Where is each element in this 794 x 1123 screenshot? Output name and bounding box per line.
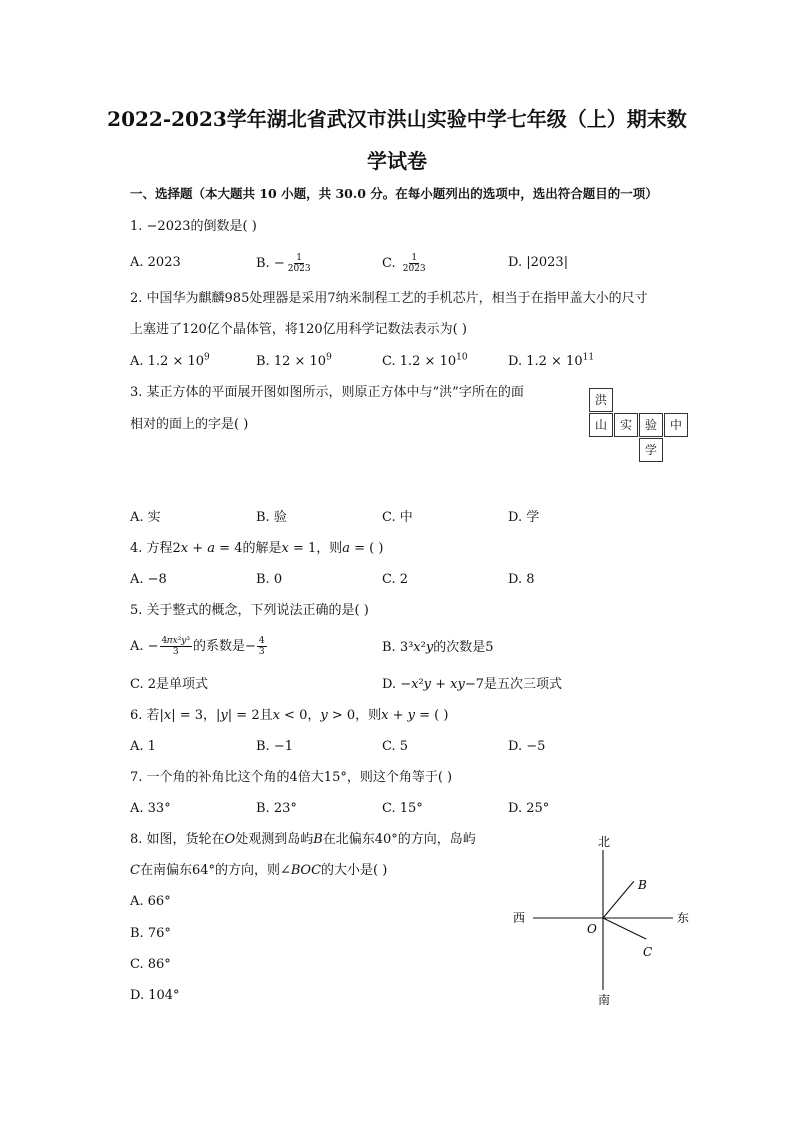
q8-option-b: B. 76° [130,926,171,941]
q8-stem-line1: 8. 如图，货轮在𝑂处观测到岛屿𝐵在北偏东40°的方向，岛屿 [130,832,476,847]
q7-option-d: D. 25° [508,801,550,816]
q5-option-d: D. −𝑥²𝑦 + 𝑥𝑦−7是五次三项式 [382,677,563,692]
q2-option-b: B. $12 \times 10^9$ [256,352,332,369]
q8-option-c: C. 86° [130,957,171,972]
ray-ob [603,881,634,918]
net-cell-zhong: 中 [664,413,688,437]
q2-stem-line1: 2. 中国华为麒麟985处理器是采用7纳米制程工艺的手机芯片，相当于在指甲盖大小的尺寸 [130,291,648,306]
q6-option-b: B. −1 [256,739,293,754]
q4-option-b: B. 0 [256,572,283,587]
label-point-c: 𝐶 [643,945,653,959]
q1-option-c: C. $\frac{1}{2023}$ [382,253,426,274]
q2-option-a: A. $1.2 \times 10^9$ [130,352,210,369]
q2-option-c: C. $1.2 \times 10^{10}$ [382,352,468,369]
q4-stem: 4. 方程2𝑥 + 𝑎 = 4的解是𝑥 = 1，则𝑎 = ( ) [130,541,384,556]
net-cell-xue: 学 [639,438,663,462]
q3-stem-line1: 3. 某正方体的平面展开图如图所示，则原正方体中与“洪”字所在的面 [130,385,524,400]
q4-option-a: A. −8 [130,572,167,587]
q7-option-b: B. 23° [256,801,297,816]
q8-option-a: A. 66° [130,894,171,909]
label-south: 南 [598,993,611,1007]
q7-option-a: A. 33° [130,801,171,816]
q3-option-d: D. 学 [508,510,540,525]
q6-option-a: A. 1 [130,739,156,754]
net-cell-yan: 验 [639,413,663,437]
q3-option-a: A. 实 [130,510,161,525]
q1-option-d: D. |2023| [508,255,569,270]
q3-option-b: B. 验 [256,510,287,525]
q5-option-a: A. − $\frac{\text{4𝜋𝑥²𝑦³}}{3}$ 的系数是− $\frac{4}{3}$ [130,636,265,657]
net-cell-hong: 洪 [589,388,613,412]
q3-stem-line2: 相对的面上的字是( ) [130,417,249,432]
q7-stem: 7. 一个角的补角比这个角的4倍大15°，则这个角等于( ) [130,770,453,785]
q2-stem-line2: 上塞进了120亿个晶体管，将120亿用科学记数法表示为( ) [130,322,467,337]
q6-option-c: C. 5 [382,739,409,754]
paper-title-line2: 学试卷 [367,149,427,173]
q7-option-c: C. 15° [382,801,423,816]
q6-stem: 6. 若|𝑥| = 3，|𝑦| = 2且𝑥 < 0，𝑦 > 0，则𝑥 + 𝑦 = ( ) [130,708,449,723]
label-east: 东 [677,911,690,925]
q5-stem: 5. 关于整式的概念，下列说法正确的是( ) [130,603,369,618]
q1-option-a: A. 2023 [130,255,181,270]
q5-option-b: B. 3³𝑥²𝑦的次数是5 [382,640,494,655]
label-point-b: 𝐵 [638,878,647,892]
q8-option-d: D. 104° [130,988,180,1003]
q5-option-c: C. 2是单项式 [130,677,209,692]
net-cell-shi: 实 [614,413,638,437]
label-west: 西 [513,911,526,925]
paper-title-line1: 2022-2023学年湖北省武汉市洪山实验中学七年级（上）期末数 [107,107,687,131]
q2-option-d: D. $1.2 \times 10^{11}$ [508,352,595,369]
label-north: 北 [598,835,611,849]
net-cell-shan: 山 [589,413,613,437]
q4-option-c: C. 2 [382,572,409,587]
q8-stem-line2: 𝐶在南偏东64°的方向，则∠𝐵𝑂𝐶的大小是( ) [130,863,388,878]
label-origin-o: 𝑂 [587,922,597,936]
q4-option-d: D. 8 [508,572,535,587]
q3-option-c: C. 中 [382,510,413,525]
compass-diagram [505,830,695,1010]
q1-stem: 1. −2023的倒数是( ) [130,219,257,234]
section-heading: 一、选择题（本大题共 10 小题，共 30.0 分。在每小题列出的选项中，选出符合题目的一项） [130,186,658,201]
q6-option-d: D. −5 [508,739,546,754]
q1-option-b: B. − $\frac{1}{2023}$ [256,253,311,274]
ray-oc [603,918,646,939]
